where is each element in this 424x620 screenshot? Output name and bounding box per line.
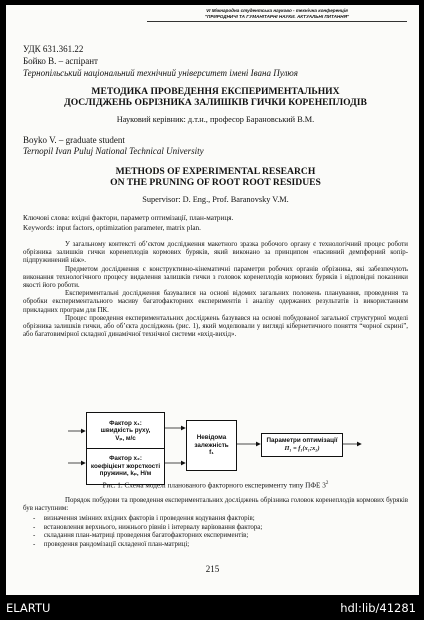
paragraph-5: Порядок побудови та проведення експериментальних досліджень обрізника головок коренеплодів кормових буряків був наступним: (23, 497, 408, 513)
factor-x1-box (86, 412, 165, 450)
conference-header-line1: VI Міжнародна студентська науково - технічна конференція (206, 8, 348, 13)
list-item: - складання план-матриці проведення багатофакторних експериментів; (33, 532, 249, 540)
unknown-dependency-line2: залежність (194, 441, 229, 449)
university-en: Ternopil Ivan Puluj National Technical University (23, 146, 204, 156)
conference-header-line2: "ПРИРОДНИЧІ ТА ГУМАНІТАРНІ НАУКИ. АКТУАЛЬНІ ПИТАННЯ" (204, 14, 350, 19)
author-en: Boyko V. – graduate student (23, 135, 125, 145)
list-item-text: визначення змінних вхідних факторів і проведення кодування факторів; (43, 515, 255, 522)
keywords-ua: Ключові слова: вхідні фактори, параметр оптимізації, план-матриця. (23, 214, 234, 222)
paragraph-1: У загальному контексті об’єктом дослідження макетного зразка робочого органу є технологічний процес роботи обрізника залишків гички коренеплодів кормових буряків, який виконано за принципом «пасивний демпферний копір-підпружинений ніж». (23, 241, 408, 265)
paragraph-3: Експериментальні дослідження базувалися на основі відомих загальних положень планування, проведення та обробки експериментального масиву багатофакторних експериментів і аналізу одержаних результатів із використанням прикладних програм для ПК. (23, 290, 408, 314)
unknown-dependency-box (186, 420, 237, 471)
supervisor-en: Supervisor: D. Eng., Prof. Baranovsky V.M. (142, 195, 289, 204)
list-item: - проведення рандомізації складеної план-матриці; (33, 540, 190, 548)
title-ua-line2: ДОСЛІДЖЕНЬ ОБРІЗНИКА ЗАЛИШКІВ ГИЧКИ КОРЕНЕПЛОДІВ (64, 97, 367, 108)
unknown-dependency-line1: Невідома (196, 434, 227, 442)
factor-x1-title: Фактор x₁: (109, 419, 142, 427)
procedure-list (33, 515, 403, 549)
title-en-line1: METHODS OF EXPERIMENTAL RESEARCH (115, 166, 316, 177)
optimization-formula: Π₁ = f₁(x₁;x₂) (284, 445, 320, 452)
supervisor-ua: Науковий керівник: д.т.н., професор Барановський В.М. (116, 115, 315, 124)
title-en-line2: ON THE PRUNING OF ROOT ROOT RESIDUES (110, 177, 321, 188)
unknown-dependency-line3: f₁ (209, 449, 214, 457)
figure-caption (23, 481, 408, 489)
optimization-title: Параметри оптимізації (266, 437, 338, 445)
factor-x2-box (86, 448, 165, 485)
author-ua: Бойко В. – аспірант (23, 56, 98, 66)
list-item: - визначення змінних вхідних факторів і проведення кодування факторів; (33, 515, 255, 522)
viewer-footer-bar (0, 600, 424, 620)
paragraph-4: Процес проведення експериментальних досліджень базувався на основі побудованої загальної структурної моделі обрізника залишків гички, або об’єкта досліджень (рис. 1), який моделювали у вигляді кібернетичного поняття “чорної скрині”, або багатовимірної складної динамічної технічної системи «вхід-вихід». (23, 314, 408, 339)
factor-x1-name: швидкість руху, (100, 427, 151, 435)
optimization-parameters-box (261, 433, 343, 457)
list-item-text: проведення рандомізації складеної план-матриці; (43, 540, 190, 548)
figure-caption-superscript: 2 (325, 481, 329, 486)
handle-identifier[interactable]: hdl:lib/41281 (340, 601, 416, 615)
document-page (6, 5, 419, 595)
title-ua-line1: МЕТОДИКА ПРОВЕДЕННЯ ЕКСПЕРИМЕНТАЛЬНИХ (91, 86, 340, 97)
figure-caption-text: Рис. 1. Схема моделі планованого факторного експерименту типу ПФЕ 3 (102, 481, 326, 490)
paragraph-2: Предметом дослідження є конструктивно-кінематичні параметри робочих органів обрізника, які забезпечують виконання технологічного процесу видалення залишків гички з головок коренеплодів кормових буряків і відповідні показники якості його роботи. (23, 265, 408, 290)
title-en (23, 166, 408, 188)
list-item-text: встановлення верхнього, нижнього рівнів і інтервалу варіювання фактора; (43, 523, 263, 531)
body-text (23, 241, 408, 339)
udk-code: УДК 631.361.22 (23, 44, 84, 54)
list-item-text: складання план-матриці проведення багатофакторних експериментів; (43, 532, 249, 540)
conference-header (147, 8, 407, 22)
factor-x2-name: коефіцієнт жорсткості (90, 462, 161, 470)
factor-x1-unit: Vₚ, м/с (115, 434, 136, 442)
body-text-2 (23, 497, 408, 513)
title-ua (23, 86, 408, 108)
factor-x2-unit: пружини, kₚ, Н/м (99, 470, 152, 478)
university-ua: Тернопільський національний технічний університет імені Івана Пулюя (23, 68, 298, 78)
page-number: 215 (205, 564, 220, 574)
factor-x2-title: Фактор x₂: (109, 455, 142, 463)
structural-model-figure (66, 406, 364, 486)
list-item: - встановлення верхнього, нижнього рівнів і інтервалу варіювання фактора; (33, 523, 263, 531)
repository-label[interactable]: ELARTU (6, 601, 51, 615)
keywords-en: Keywords: input factors, optimization parameter, matrix plan. (23, 224, 201, 232)
